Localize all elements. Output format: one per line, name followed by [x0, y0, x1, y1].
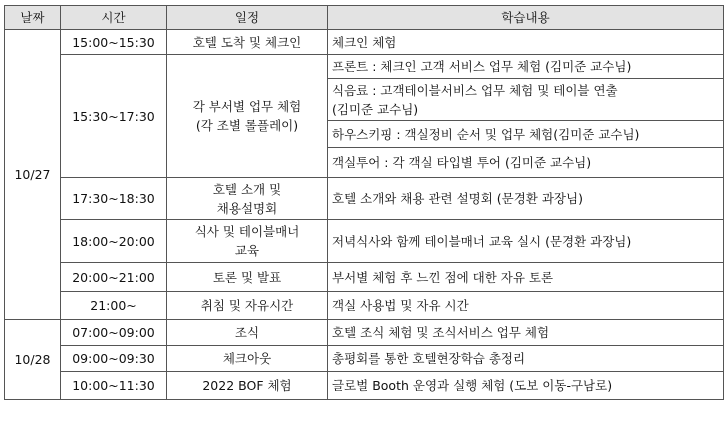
content-cell: 객실 사용법 및 자유 시간: [328, 292, 724, 320]
table-row: [5, 55, 724, 79]
content-cell: 객실투어 : 각 객실 타입별 투어 (김미준 교수님): [328, 148, 724, 178]
time-cell: 21:00~: [61, 292, 167, 320]
header-date: 날짜: [5, 6, 61, 30]
time-cell: 10:00~11:30: [61, 372, 167, 400]
content-cell: 체크인 체험: [328, 30, 724, 55]
event-cell: [167, 346, 328, 372]
header-event: 일정: [167, 6, 328, 30]
event-line: 조식: [234, 325, 260, 340]
event-cell: [167, 320, 328, 346]
content-cell: 저녁식사와 함께 테이블매너 교육 실시 (문경환 과장님): [328, 220, 724, 263]
event-cell: [167, 220, 328, 263]
time-cell: 09:00~09:30: [61, 346, 167, 372]
table-row: [5, 178, 724, 220]
header-time: 시간: [61, 6, 167, 30]
content-line: 식음료 : 고객테이블서비스 업무 체험 및 테이블 연출: [332, 82, 618, 98]
content-cell: 호텔 소개와 채용 관련 설명회 (문경환 과장님): [328, 178, 724, 220]
time-cell: 15:30~17:30: [61, 55, 167, 178]
table-row: [5, 220, 724, 263]
event-line: 호텔 도착 및 체크인: [192, 34, 302, 50]
schedule-table: [4, 5, 724, 400]
time-cell: 15:00~15:30: [61, 30, 167, 55]
header-content: 학습내용: [328, 6, 724, 30]
time-cell: 17:30~18:30: [61, 178, 167, 220]
table-row: [5, 372, 724, 400]
content-cell: 프론트 : 체크인 고객 서비스 업무 체험 (김미준 교수님): [328, 55, 724, 79]
event-line: 2022 BOF 체험: [202, 378, 292, 393]
event-cell: [167, 292, 328, 320]
content-cell: 글로벌 Booth 운영과 실행 체험 (도보 이동-구남로): [328, 372, 724, 400]
table-row: [5, 263, 724, 292]
event-line: 식사 및 테이블매너: [194, 224, 300, 239]
event-line: 토론 및 발표: [212, 269, 282, 285]
date-cell: 10/27: [5, 30, 61, 320]
table-row: [5, 346, 724, 372]
time-cell: 07:00~09:00: [61, 320, 167, 346]
event-cell: [167, 30, 328, 55]
time-cell: 20:00~21:00: [61, 263, 167, 292]
content-cell: 총평회를 통한 호텔현장학습 총정리: [328, 346, 724, 372]
event-cell: [167, 55, 328, 178]
event-line: (각 조별 롤플레이): [195, 118, 299, 133]
event-line: 호텔 소개 및: [212, 181, 282, 197]
table-row: [5, 292, 724, 320]
content-line: (김미준 교수님): [332, 101, 419, 117]
time-cell: 18:00~20:00: [61, 220, 167, 263]
event-line: 취침 및 자유시간: [200, 298, 294, 313]
table-row: [5, 320, 724, 346]
event-line: 교육: [234, 243, 260, 258]
header-row: [5, 6, 724, 30]
content-cell: 호텔 조식 체험 및 조식서비스 업무 체험: [328, 320, 724, 346]
event-cell: [167, 372, 328, 400]
event-line: 체크아웃: [222, 351, 272, 366]
event-line: 채용설명회: [216, 200, 278, 216]
event-cell: [167, 178, 328, 220]
content-cell: [328, 79, 724, 121]
event-cell: [167, 263, 328, 292]
content-cell: 부서별 체험 후 느낀 점에 대한 자유 토론: [328, 263, 724, 292]
content-cell: 하우스키핑 : 객실정비 순서 및 업무 체험(김미준 교수님): [328, 121, 724, 148]
date-cell: 10/28: [5, 320, 61, 400]
event-line: 각 부서별 업무 체험: [192, 99, 302, 114]
table-row: [5, 30, 724, 55]
